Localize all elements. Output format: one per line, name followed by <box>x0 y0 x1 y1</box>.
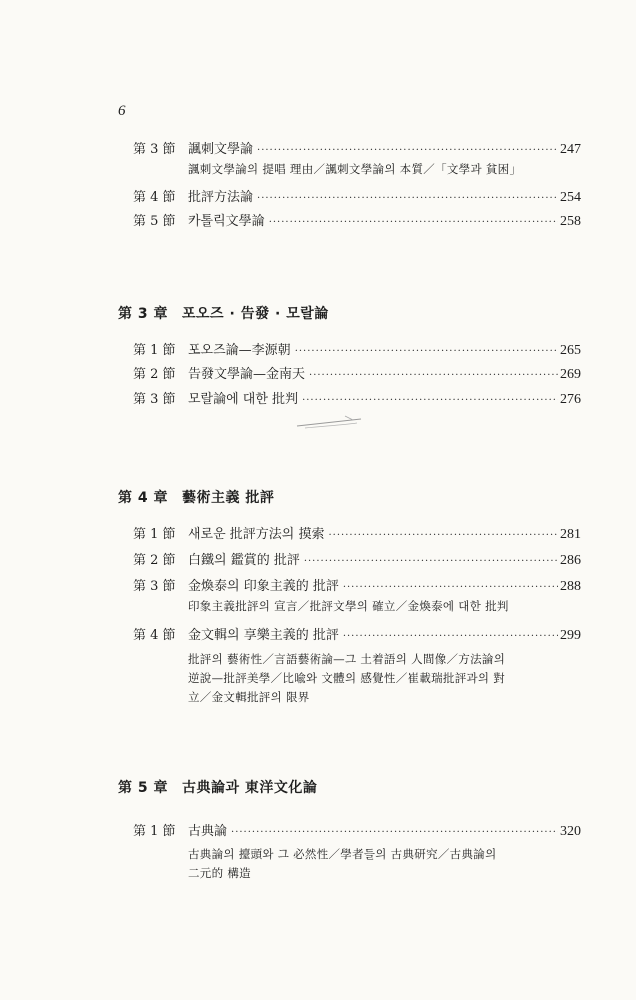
section-title: 古典論 <box>188 824 228 839</box>
subtopic-line: 逆說—批評美學／比喩와 文體의 感覺性／崔載瑞批評과의 對 <box>188 671 506 685</box>
section-title: 諷刺文學論 <box>188 142 254 157</box>
dot-leader <box>231 827 558 838</box>
section-label: 第 2 節 <box>133 553 176 568</box>
section-subtopics <box>188 650 563 707</box>
section-page: 247 <box>560 142 581 157</box>
dot-leader <box>302 395 558 406</box>
dot-leader <box>329 530 559 541</box>
section-title: 모랄論에 대한 批判 <box>188 392 299 407</box>
section-label: 第 3 節 <box>133 579 176 594</box>
section-label: 第 4 節 <box>133 628 176 643</box>
toc-entry <box>133 363 581 383</box>
toc-entry <box>133 523 581 543</box>
chapter-title: 포오즈 · 告發 · 모랄論 <box>182 306 329 322</box>
section-page: 288 <box>560 579 581 594</box>
section-page: 286 <box>560 553 581 568</box>
toc-entry <box>133 210 581 230</box>
toc-entry <box>133 138 581 158</box>
section-title: 批評方法論 <box>188 190 254 205</box>
toc-entry <box>133 820 581 840</box>
chapter-heading <box>118 487 274 507</box>
section-page: 276 <box>560 392 581 407</box>
section-label: 第 4 節 <box>133 190 176 205</box>
subtopic-line: 批評의 藝術性／言語藝術論—그 土着語의 人間像／方法論의 <box>188 652 506 666</box>
section-page: 254 <box>560 190 581 205</box>
section-title: 金文輯의 享樂主義的 批評 <box>188 628 339 643</box>
page-number: 6 <box>118 103 126 119</box>
dot-leader <box>295 346 558 357</box>
section-title: 새로운 批評方法의 摸索 <box>188 527 325 542</box>
chapter-title: 古典論과 東洋文化論 <box>182 780 318 796</box>
section-subtopics: 印象主義批評의 宣言／批評文學의 確立／金煥泰에 대한 批判 <box>188 599 509 613</box>
toc-entry <box>133 339 581 359</box>
section-label: 第 2 節 <box>133 367 176 382</box>
toc-entry <box>133 388 581 408</box>
subtopic-line: 二元的 構造 <box>188 866 251 880</box>
subtopic-line: 立／金文輯批評의 限界 <box>188 690 310 704</box>
section-label: 第 1 節 <box>133 824 176 839</box>
dot-leader <box>304 556 558 567</box>
chapter-label: 第 3 章 <box>118 306 168 322</box>
section-page: 269 <box>560 367 581 382</box>
chapter-heading <box>118 777 317 797</box>
section-label: 第 3 節 <box>133 142 176 157</box>
section-page: 265 <box>560 343 581 358</box>
dot-leader <box>309 370 558 381</box>
section-title: 白鐵의 鑑賞的 批評 <box>188 553 300 568</box>
section-title: 포오즈論—李源朝 <box>188 343 291 358</box>
toc-entry <box>133 624 581 644</box>
subtopic-line: 古典論의 擡頭와 그 必然性／學者들의 古典研究／古典論의 <box>188 847 497 861</box>
section-label: 第 1 節 <box>133 527 176 542</box>
section-label: 第 1 節 <box>133 343 176 358</box>
section-label: 第 5 節 <box>133 214 176 229</box>
section-page: 281 <box>560 527 581 542</box>
section-page: 299 <box>560 628 581 643</box>
section-page: 258 <box>560 214 581 229</box>
chapter-heading <box>118 303 329 323</box>
dot-leader <box>257 193 558 204</box>
chapter-title: 藝術主義 批評 <box>182 490 275 506</box>
chapter-label: 第 5 章 <box>118 780 168 796</box>
chapter-label: 第 4 章 <box>118 490 168 506</box>
section-title: 카톨릭文學論 <box>188 214 265 229</box>
dot-leader <box>257 145 558 156</box>
section-title: 告發文學論—金南天 <box>188 367 306 382</box>
dot-leader <box>269 217 558 228</box>
pencil-scribble <box>295 414 365 430</box>
section-title: 金煥泰의 印象主義的 批評 <box>188 579 339 594</box>
section-page: 320 <box>560 824 581 839</box>
toc-entry <box>133 186 581 206</box>
toc-entry <box>133 575 581 595</box>
section-label: 第 3 節 <box>133 392 176 407</box>
dot-leader <box>343 582 558 593</box>
section-subtopics: 諷刺文學論의 提唱 理由／諷刺文學論의 本質／「文學과 貧困」 <box>188 162 522 176</box>
dot-leader <box>343 631 558 642</box>
section-subtopics <box>188 845 563 883</box>
toc-entry <box>133 549 581 569</box>
